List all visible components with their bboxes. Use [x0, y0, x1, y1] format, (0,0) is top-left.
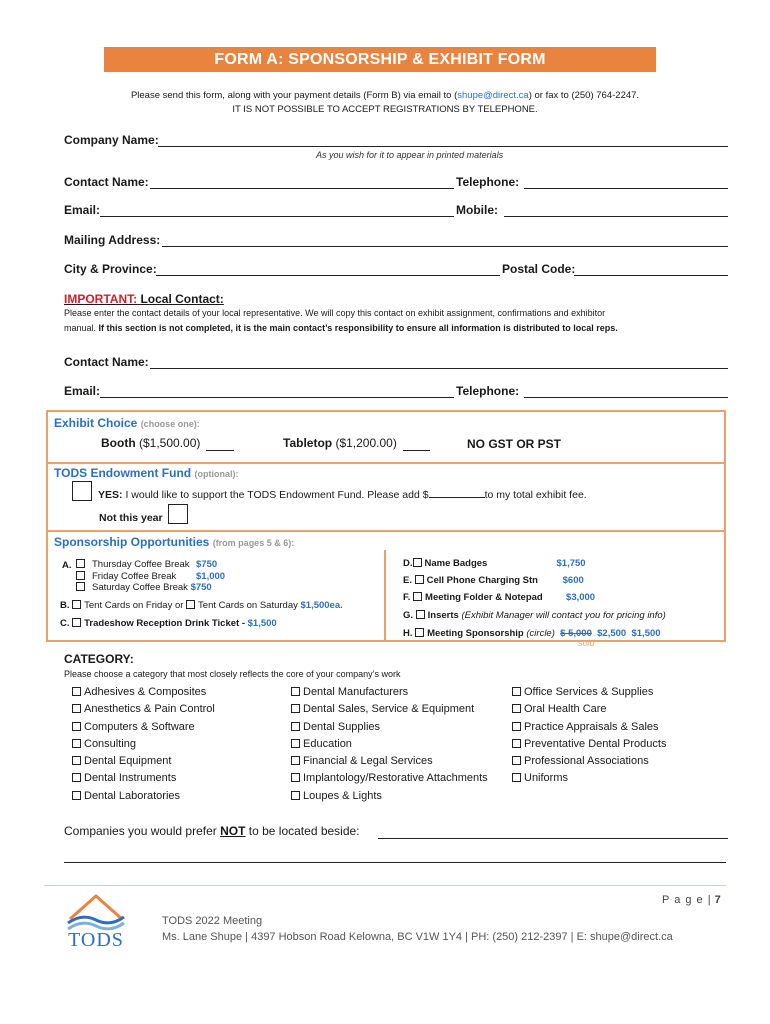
sponsor-e-prefix: E.: [403, 575, 412, 586]
sponsor-d-prefix: D.: [403, 558, 413, 569]
category-item[interactable]: [72, 736, 215, 753]
category-label: Professional Associations: [524, 755, 649, 768]
category-checkbox[interactable]: [291, 773, 300, 782]
sponsor-d-checkbox[interactable]: [413, 558, 422, 567]
sponsor-c-prefix: C.: [60, 618, 70, 629]
category-item[interactable]: [72, 788, 215, 805]
sponsor-c-price: $1,500: [247, 618, 277, 629]
category-item[interactable]: [512, 684, 666, 701]
contact-name-field[interactable]: [150, 188, 454, 189]
mailing-address-field[interactable]: [162, 246, 728, 247]
category-hint: Please choose a category that most closely reflects the core of your company’s work: [64, 669, 401, 679]
important-label: IMPORTANT:: [64, 292, 138, 306]
intro-text-after: ) or fax to (250) 764-2247.: [528, 90, 640, 101]
category-label: Anesthetics & Pain Control: [84, 703, 215, 716]
no-gst-note: NO GST OR PST: [467, 437, 562, 451]
category-checkbox[interactable]: [512, 773, 521, 782]
category-label: Education: [303, 737, 352, 750]
sponsor-g-row: [403, 609, 666, 622]
category-col-2: [291, 684, 488, 805]
footer-divider: [44, 885, 726, 886]
category-label: Preventative Dental Products: [524, 737, 667, 750]
prefer-not-beside-field-2[interactable]: [64, 862, 726, 863]
sponsor-h-hint: (circle): [526, 628, 555, 639]
sponsor-f-row: [403, 591, 595, 604]
not-this-year-label: Not this year: [99, 512, 163, 524]
page-label: P a g e |: [662, 894, 712, 906]
sponsor-g-checkbox[interactable]: [416, 610, 425, 619]
category-checkbox[interactable]: [291, 756, 300, 765]
intro-line-2: IT IS NOT POSSIBLE TO ACCEPT REGISTRATIONS BY TELEPHONE.: [232, 104, 538, 115]
category-label: Loupes & Lights: [303, 789, 382, 802]
sponsor-d-row: [403, 557, 586, 570]
intro-text-before: Please send this form, along with your payment details (Form B) via email to (: [130, 90, 458, 101]
sponsor-g-text: Inserts: [427, 610, 459, 621]
sponsor-f-checkbox[interactable]: [413, 592, 422, 601]
sponsor-a-item-3[interactable]: [76, 582, 225, 593]
category-label: Consulting: [84, 737, 136, 750]
category-item[interactable]: [72, 701, 215, 718]
category-label: Office Services & Supplies: [524, 686, 654, 698]
endowment-heading: [54, 466, 238, 480]
mobile-label: Mobile:: [456, 203, 498, 217]
local-contact-name-field[interactable]: [150, 368, 728, 369]
sponsor-h-price-2[interactable]: $2,500: [597, 628, 627, 639]
sponsor-b-prefix: B.: [60, 600, 70, 611]
category-item[interactable]: [72, 770, 215, 787]
category-checkbox[interactable]: [512, 739, 521, 748]
form-title: FORM A: SPONSORSHIP & EXHIBIT FORM: [104, 47, 656, 72]
category-checkbox[interactable]: [72, 722, 81, 731]
category-checkbox[interactable]: [291, 739, 300, 748]
sponsor-e-row: [403, 574, 584, 587]
endowment-yes-checkbox[interactable]: [72, 481, 92, 501]
tabletop-price: ($1,200.00): [335, 436, 397, 450]
category-checkbox[interactable]: [72, 791, 81, 800]
local-contact-text-2: [64, 321, 618, 336]
category-label: Practice Appraisals & Sales: [524, 720, 659, 733]
category-item[interactable]: [291, 701, 488, 718]
telephone-field[interactable]: [524, 188, 728, 189]
company-name-label: Company Name:: [64, 133, 159, 147]
company-name-field[interactable]: [158, 146, 728, 147]
sponsor-b-text-2: Tent Cards on Saturday: [198, 600, 298, 611]
endowment-title: TODS Endowment Fund: [54, 466, 192, 480]
category-checkbox[interactable]: [291, 687, 300, 696]
category-item[interactable]: [72, 684, 215, 701]
category-label: Implantology/Restorative Attachments: [303, 772, 488, 785]
sponsor-a-item-1-label: Thursday Coffee Break: [92, 559, 190, 570]
tabletop-select-field[interactable]: [403, 450, 430, 451]
category-item[interactable]: [291, 770, 488, 787]
sponsor-a-item-3-price: $750: [190, 582, 212, 593]
tods-logo-text: TODS: [68, 929, 124, 951]
category-label: Oral Health Care: [524, 703, 607, 716]
sponsor-a-prefix: A.: [62, 560, 72, 571]
sponsor-h-prefix: H.: [403, 628, 413, 639]
sponsor-e-text: Cell Phone Charging Stn: [426, 575, 538, 586]
category-checkbox[interactable]: [72, 773, 81, 782]
sponsor-h-checkbox[interactable]: [415, 628, 424, 637]
sponsorship-title: Sponsorship Opportunities: [54, 535, 210, 549]
company-name-hint: As you wish for it to appear in printed materials: [316, 150, 504, 160]
exhibit-choice-title: Exhibit Choice: [54, 416, 138, 430]
category-item[interactable]: [512, 770, 666, 787]
tods-logo: [56, 893, 136, 951]
sponsor-h-price-3[interactable]: $1,500: [631, 628, 661, 639]
category-col-1: [72, 684, 215, 805]
local-contact-text-1: Please enter the contact details of your local representative. We will copy this contact on exhibit assignment, confirmations and exhibitor: [64, 308, 606, 318]
category-col-3: [512, 684, 666, 788]
sponsor-g-hint: (Exhibit Manager will contact you for pricing info): [461, 610, 666, 621]
sponsorship-heading: [54, 535, 294, 549]
category-checkbox[interactable]: [72, 704, 81, 713]
category-checkbox[interactable]: [512, 756, 521, 765]
prefer-not-beside-field[interactable]: [378, 838, 728, 839]
sold-stamp: sold: [578, 638, 595, 648]
category-checkbox[interactable]: [72, 687, 81, 696]
sponsor-b-saturday-checkbox[interactable]: [186, 600, 195, 609]
sponsor-d-text: Name Badges: [424, 558, 488, 569]
category-label: Financial & Legal Services: [303, 755, 433, 768]
prefer-after: to be located beside:: [245, 824, 360, 838]
local-telephone-label: Telephone:: [456, 384, 520, 398]
sponsor-d-price: $1,750: [556, 558, 586, 569]
category-item[interactable]: [512, 701, 666, 718]
local-contact-name-label: Contact Name:: [64, 355, 149, 369]
sponsor-f-text: Meeting Folder & Notepad: [425, 592, 543, 603]
booth-label: Booth: [101, 436, 136, 450]
category-checkbox[interactable]: [72, 739, 81, 748]
email-label: Email:: [64, 203, 101, 217]
sponsor-f-prefix: F.: [403, 592, 411, 603]
sponsorship-hint: (from pages 5 & 6):: [212, 538, 295, 548]
booth-price: ($1,500.00): [139, 436, 201, 450]
category-label: Dental Laboratories: [84, 789, 181, 802]
contact-name-label: Contact Name:: [64, 175, 149, 189]
sponsor-a-item-2-price: $1,000: [196, 571, 226, 582]
exhibit-choice-heading: [54, 416, 200, 430]
category-item[interactable]: [291, 753, 488, 770]
sponsor-c-checkbox[interactable]: [72, 618, 81, 627]
category-item[interactable]: [72, 753, 215, 770]
choices-divider-2: [47, 530, 725, 532]
sponsor-c-row: [60, 617, 277, 630]
sponsor-h-price-1[interactable]: $ 5,000: [560, 628, 592, 639]
not-this-year-checkbox[interactable]: [168, 504, 188, 524]
mobile-field[interactable]: [504, 216, 728, 217]
sponsor-b-text-1: Tent Cards on Friday or: [84, 600, 184, 611]
sponsor-b-friday-checkbox[interactable]: [72, 600, 81, 609]
category-label: Dental Sales, Service & Equipment: [303, 703, 475, 716]
city-province-label: City & Province:: [64, 262, 157, 276]
sponsor-a-item-1-checkbox[interactable]: [76, 559, 85, 568]
category-checkbox[interactable]: [72, 756, 81, 765]
endowment-yes-text: [98, 489, 587, 501]
category-checkbox[interactable]: [291, 704, 300, 713]
category-item[interactable]: [291, 788, 488, 805]
prefer-not-beside-label: [64, 824, 360, 838]
category-label: Uniforms: [524, 772, 569, 785]
category-checkbox[interactable]: [291, 722, 300, 731]
choices-divider-1: [47, 462, 725, 464]
local-email-field[interactable]: [100, 397, 454, 398]
category-label: Dental Supplies: [303, 720, 381, 733]
local-contact-text-2-plain: manual.: [64, 323, 99, 333]
category-label: Dental Manufacturers: [303, 686, 409, 698]
sponsor-a-item-3-label: Saturday Coffee Break: [92, 582, 188, 593]
category-label: Dental Instruments: [84, 772, 177, 785]
sponsor-a-item-3-checkbox[interactable]: [76, 582, 85, 591]
category-label: Dental Equipment: [84, 755, 172, 768]
postal-code-field[interactable]: [574, 275, 728, 276]
local-contact-text-2-bold: If this section is not completed, it is the main contact’s responsibility to ensure all information is distributed to local reps.: [98, 323, 618, 333]
prefer-not: NOT: [220, 824, 246, 838]
sponsor-a-item-1-price: $750: [196, 559, 218, 570]
category-checkbox[interactable]: [291, 791, 300, 800]
sponsor-b-price: $1,500ea.: [300, 600, 343, 611]
category-item[interactable]: [291, 719, 488, 736]
sponsor-a-item-2-label: Friday Coffee Break: [92, 571, 177, 582]
category-item[interactable]: [72, 719, 215, 736]
local-email-label: Email:: [64, 384, 101, 398]
intro-email-link[interactable]: shupe@direct.ca: [457, 90, 529, 101]
sponsor-g-prefix: G.: [403, 610, 414, 621]
postal-code-label: Postal Code:: [502, 262, 576, 276]
sponsor-e-price: $600: [562, 575, 584, 586]
sponsor-h-row: [403, 627, 661, 640]
category-heading: CATEGORY:: [64, 652, 134, 666]
category-item[interactable]: [512, 736, 666, 753]
sponsor-a-item-2[interactable]: [76, 571, 225, 582]
sponsor-a-item-2-checkbox[interactable]: [76, 571, 85, 580]
category-checkbox[interactable]: [512, 722, 521, 731]
category-label: Adhesives & Composites: [84, 686, 207, 698]
mailing-address-label: Mailing Address:: [64, 233, 161, 247]
booth-select-field[interactable]: [206, 450, 234, 451]
endowment-yes-after: to my total exhibit fee.: [484, 489, 587, 501]
exhibit-choice-hint: (choose one):: [140, 419, 200, 429]
booth-option: [101, 436, 200, 450]
endowment-amount-field[interactable]: [429, 497, 485, 498]
sponsor-a-item-1[interactable]: [76, 558, 225, 571]
sponsor-b-row: [60, 599, 343, 612]
category-label: Computers & Software: [84, 720, 195, 733]
category-item[interactable]: [291, 736, 488, 753]
page-number: [662, 894, 721, 906]
prefer-before: Companies you would prefer: [64, 824, 221, 838]
local-telephone-field[interactable]: [524, 397, 728, 398]
endowment-yes-desc: I would like to support the TODS Endowment Fund. Please add $: [125, 489, 429, 501]
category-item[interactable]: [512, 753, 666, 770]
footer-meeting: TODS 2022 Meeting: [162, 915, 263, 927]
sponsor-f-price: $3,000: [566, 592, 596, 603]
local-contact-heading: [64, 292, 224, 306]
sponsorship-column-divider: [384, 550, 386, 640]
category-checkbox[interactable]: [512, 704, 521, 713]
intro-line-1: [0, 90, 770, 101]
sponsor-h-text: Meeting Sponsorship: [427, 628, 524, 639]
email-field[interactable]: [100, 216, 454, 217]
endowment-hint: (optional):: [194, 469, 239, 479]
page-num: 7: [714, 894, 721, 906]
tabletop-option: [283, 436, 397, 450]
city-province-field[interactable]: [156, 275, 500, 276]
sponsor-e-checkbox[interactable]: [415, 575, 424, 584]
sponsor-a-list: [76, 558, 225, 593]
endowment-yes-label: YES:: [98, 489, 123, 501]
category-item[interactable]: [291, 684, 488, 701]
tabletop-label: Tabletop: [283, 436, 333, 450]
telephone-label: Telephone:: [456, 175, 520, 189]
local-contact-title: Local Contact:: [140, 292, 224, 306]
footer-address: Ms. Lane Shupe | 4397 Hobson Road Kelowna, BC V1W 1Y4 | PH: (250) 212-2397 | E: shupe@direct.ca: [162, 931, 673, 943]
category-checkbox[interactable]: [512, 687, 521, 696]
category-item[interactable]: [512, 719, 666, 736]
sponsor-c-text: Tradeshow Reception Drink Ticket -: [84, 618, 245, 629]
